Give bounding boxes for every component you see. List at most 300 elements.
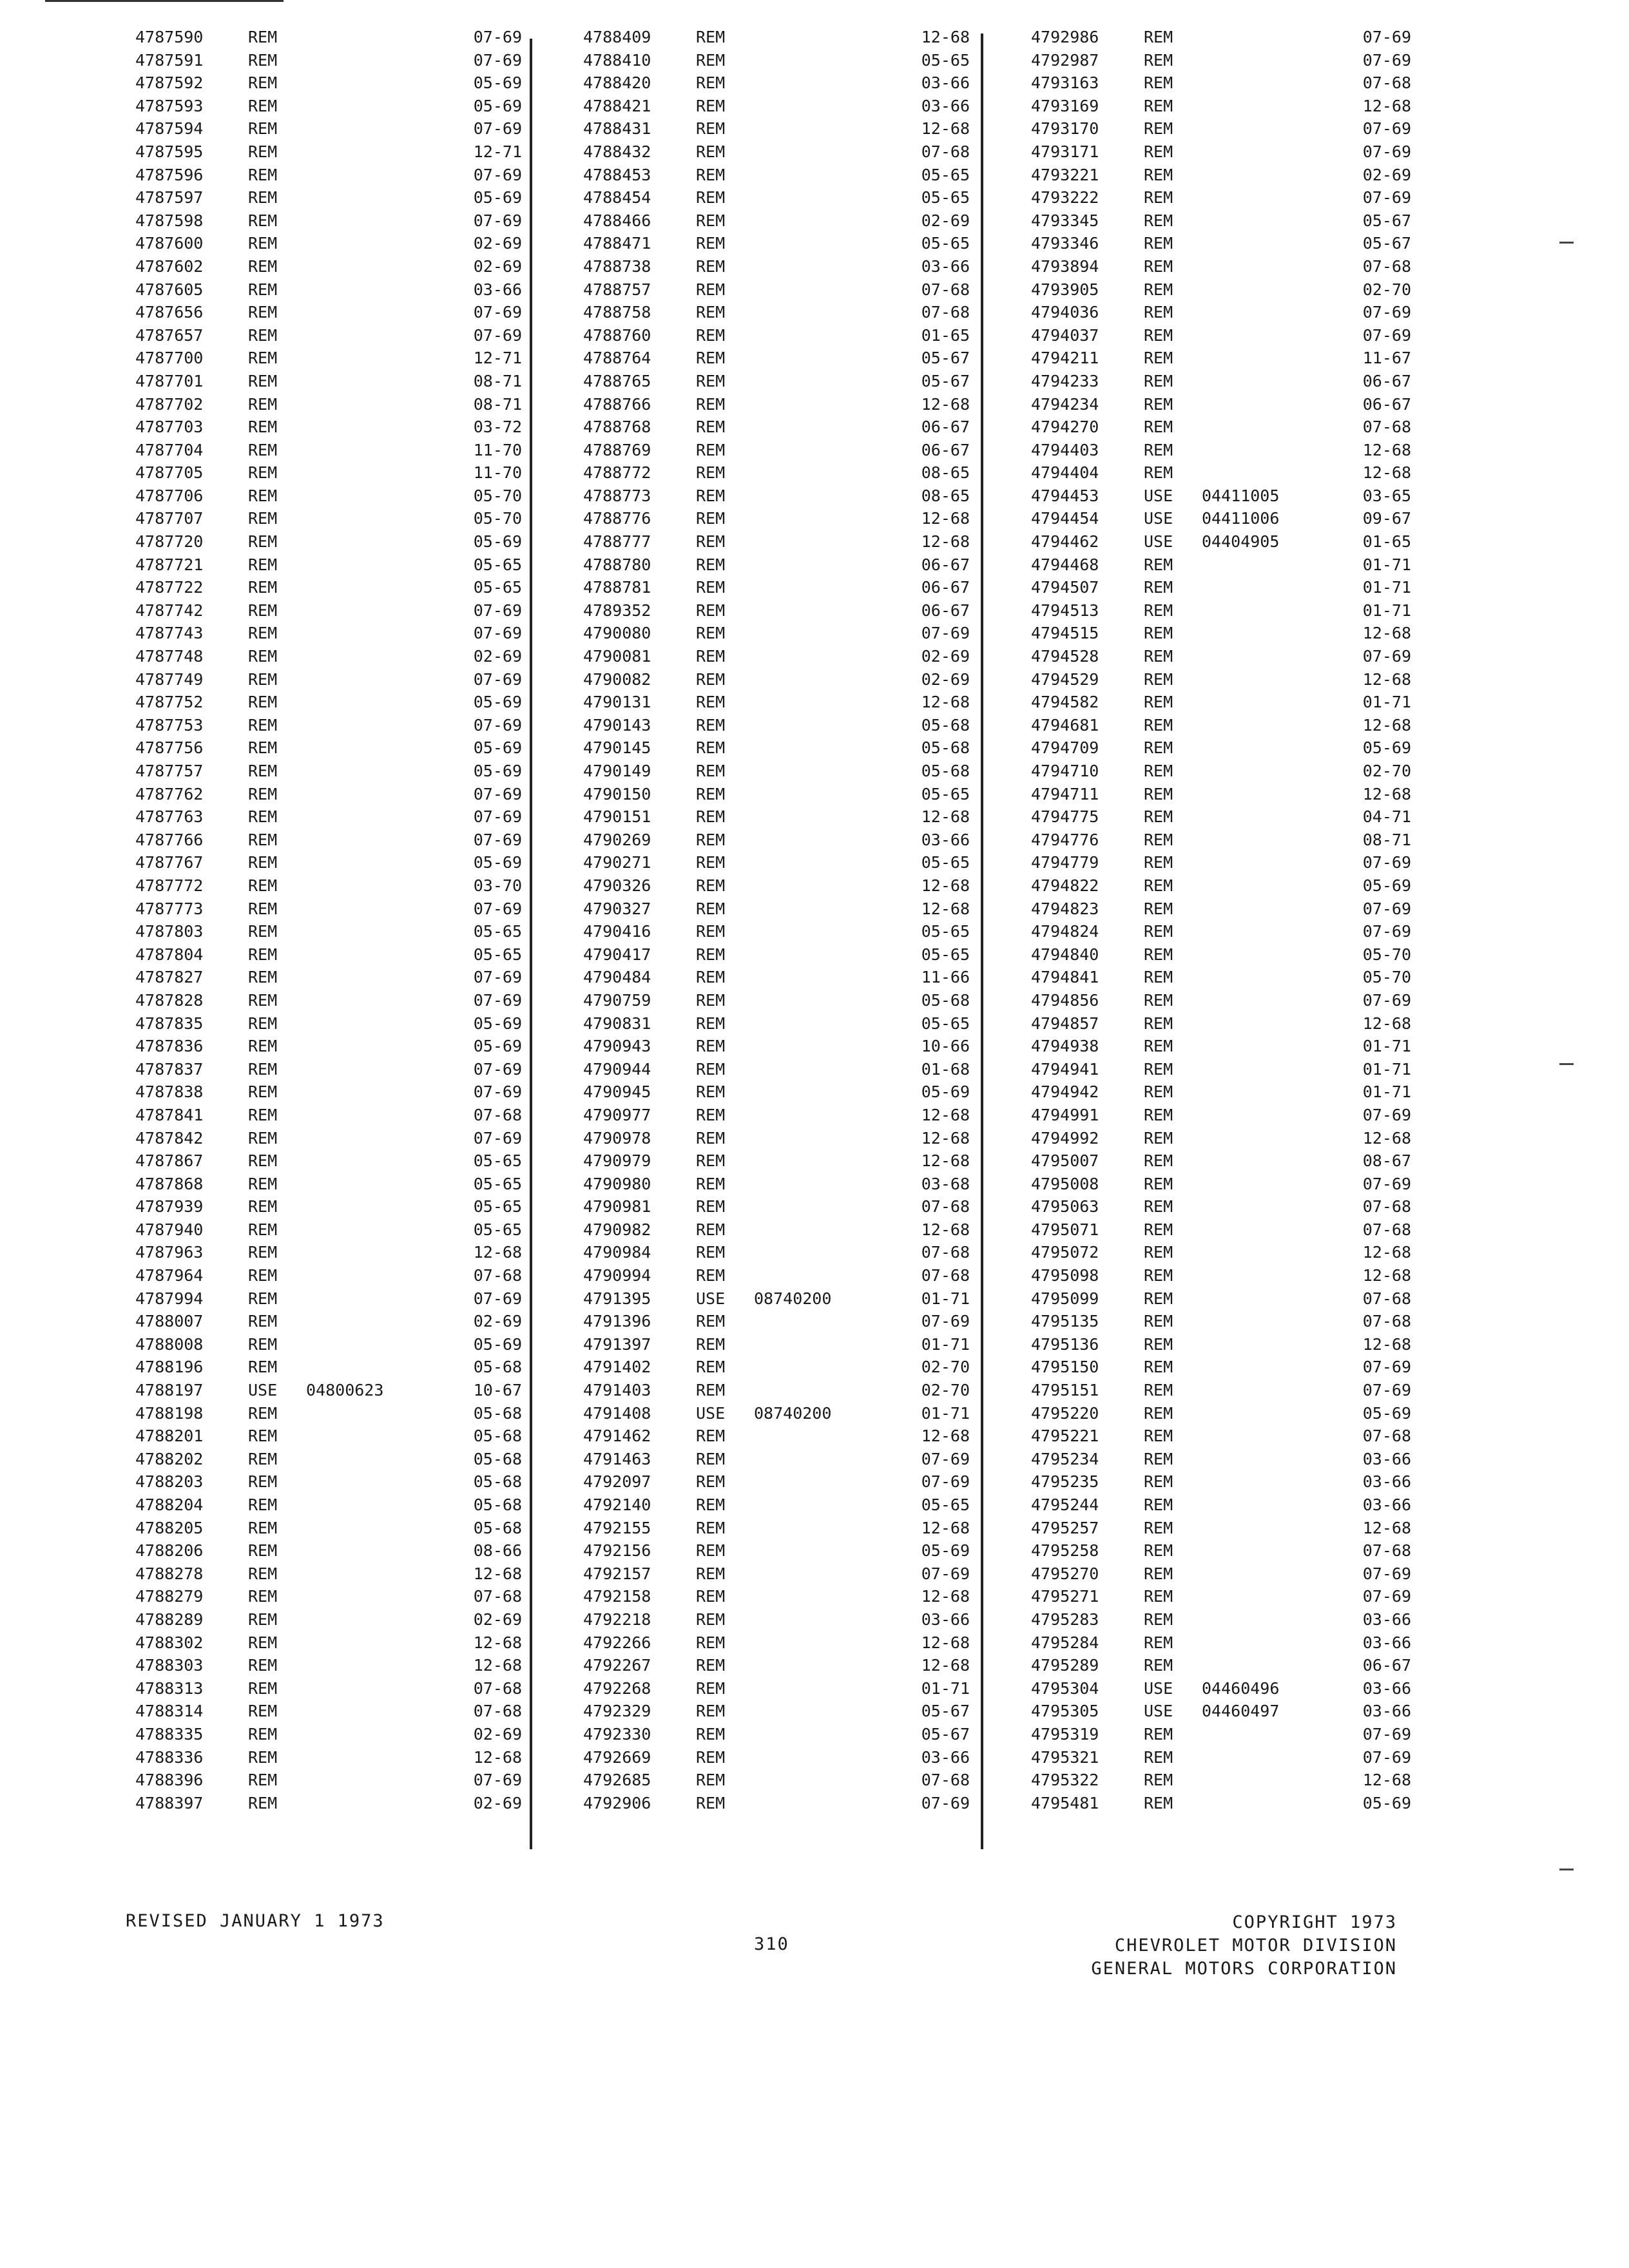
effective-date: 03-66 [1362,1633,1411,1652]
effective-date: 08-67 [1362,1151,1411,1171]
part-number: 4793169 [1031,96,1099,115]
action-code: REM [248,165,278,184]
part-number: 4795150 [1031,1358,1099,1377]
action-code: REM [248,325,278,345]
part-row [135,736,522,760]
effective-date: 05-68 [473,1403,522,1423]
effective-date: 03-66 [1362,1449,1411,1468]
part-number: 4790149 [583,762,651,780]
part-row [583,1608,970,1631]
action-code: REM [248,1266,278,1285]
part-row [135,232,522,255]
action-code: REM [696,1151,726,1171]
part-row [1031,255,1411,278]
part-row [135,553,522,577]
action-code: REM [248,1059,278,1079]
effective-date: 06-67 [921,440,970,459]
action-code: REM [1144,1793,1173,1812]
effective-date: 12-68 [1362,463,1411,483]
action-code: REM [248,1082,278,1102]
part-row [583,370,970,393]
part-row [1031,1241,1411,1264]
effective-date: 12-71 [473,349,522,368]
part-row [583,186,970,209]
part-number: 4794942 [1031,1082,1099,1102]
part-number: 4793905 [1031,280,1099,299]
action-code: REM [248,303,278,322]
effective-date: 12-68 [473,1564,522,1583]
action-code: REM [1144,945,1173,964]
action-code: REM [696,1771,726,1790]
action-code: REM [1144,50,1173,70]
action-code: REM [696,1243,726,1262]
part-row [135,416,522,439]
part-row [135,1402,522,1425]
part-number: 4790417 [583,945,651,964]
part-row [583,1058,970,1081]
replacement-number: 04800623 [306,1381,384,1400]
part-row [135,461,522,485]
action-code: USE [1144,1678,1173,1698]
part-number: 4787940 [135,1220,204,1239]
action-code: REM [1144,853,1173,872]
action-code: REM [248,1449,278,1468]
part-row [135,691,522,714]
part-row [1031,736,1411,760]
part-row [135,347,522,370]
action-code: REM [248,349,278,368]
margin-mark [1559,242,1574,244]
action-code: REM [1144,990,1173,1010]
part-number: 4788008 [135,1334,204,1354]
part-number: 4787656 [135,303,204,322]
part-row [583,209,970,233]
part-row [583,1723,970,1746]
effective-date: 12-68 [921,394,970,414]
part-row [583,72,970,95]
effective-date: 02-70 [921,1358,970,1377]
part-number: 4794453 [1031,486,1099,505]
effective-date: 05-68 [921,762,970,780]
part-number: 4795234 [1031,1449,1099,1468]
part-row [583,1104,970,1127]
effective-date: 07-69 [1362,188,1411,207]
part-row [135,301,522,324]
part-row [135,209,522,233]
part-row [1031,1448,1411,1471]
effective-date: 01-65 [1362,532,1411,552]
part-row [1031,1218,1411,1242]
effective-date: 07-69 [473,1082,522,1102]
part-row [135,622,522,645]
part-number: 4795007 [1031,1151,1099,1171]
effective-date: 12-68 [473,1243,522,1262]
copyright-line: COPYRIGHT 1973 [1232,1912,1397,1932]
part-row [583,1700,970,1723]
part-number: 4795481 [1031,1793,1099,1812]
part-row [583,553,970,577]
part-number: 4790979 [583,1151,651,1171]
part-number: 4787762 [135,784,204,803]
effective-date: 02-69 [473,1610,522,1629]
action-code: REM [248,945,278,964]
action-code: REM [248,188,278,207]
part-row [583,989,970,1012]
part-row [135,1792,522,1815]
part-number: 4792140 [583,1495,651,1514]
part-number: 4792669 [583,1747,651,1767]
action-code: REM [696,1724,726,1744]
part-row [1031,1287,1411,1311]
effective-date: 07-68 [1362,1289,1411,1308]
part-number: 4791408 [583,1403,651,1423]
action-code: REM [1144,463,1173,483]
effective-date: 07-69 [1362,325,1411,345]
part-row [583,95,970,118]
action-code: REM [1144,1564,1173,1583]
action-code: REM [248,1014,278,1033]
part-number: 4794681 [1031,715,1099,735]
part-number: 4795321 [1031,1747,1099,1767]
effective-date: 05-68 [921,738,970,758]
part-row [1031,1562,1411,1586]
part-number: 4792987 [1031,50,1099,70]
part-row [583,1127,970,1150]
part-number: 4790977 [583,1105,651,1124]
action-code: REM [696,1747,726,1767]
part-number: 4787828 [135,990,204,1010]
action-code: REM [1144,1403,1173,1423]
action-code: REM [1144,762,1173,780]
effective-date: 03-65 [1362,486,1411,505]
part-row [583,760,970,783]
action-code: REM [1144,1724,1173,1744]
part-row [1031,1654,1411,1677]
part-number: 4792267 [583,1656,651,1675]
part-number: 4787743 [135,624,204,643]
part-number: 4787841 [135,1105,204,1124]
part-number: 4787702 [135,394,204,414]
part-number: 4794233 [1031,371,1099,390]
effective-date: 01-71 [921,1289,970,1308]
effective-date: 05-70 [1362,968,1411,987]
action-code: REM [1144,1174,1173,1193]
action-code: REM [1144,624,1173,643]
action-code: REM [696,1128,726,1148]
action-code: REM [1144,440,1173,459]
part-row [1031,1631,1411,1655]
action-code: REM [248,715,278,735]
part-number: 4787756 [135,738,204,758]
effective-date: 11-70 [473,463,522,483]
effective-date: 07-69 [473,1289,522,1308]
effective-date: 07-68 [1362,1220,1411,1239]
part-number: 4788204 [135,1495,204,1514]
part-row [1031,1677,1411,1700]
part-row [135,1425,522,1448]
part-row [583,898,970,921]
effective-date: 12-68 [921,876,970,895]
effective-date: 07-69 [921,1472,970,1492]
part-row [1031,1585,1411,1608]
action-code: REM [248,1334,278,1354]
part-number: 4795304 [1031,1678,1099,1698]
part-number: 4787595 [135,142,204,161]
part-row [583,920,970,943]
part-row [135,164,522,187]
action-code: REM [696,1518,726,1537]
part-number: 4795289 [1031,1656,1099,1675]
effective-date: 05-69 [921,1082,970,1102]
effective-date: 07-69 [473,211,522,230]
action-code: REM [1144,1243,1173,1262]
effective-date: 05-69 [473,1334,522,1354]
part-number: 4795244 [1031,1495,1099,1514]
effective-date: 02-69 [473,1312,522,1331]
part-row [1031,1127,1411,1150]
part-row [135,1127,522,1150]
effective-date: 05-67 [921,1724,970,1744]
effective-date: 07-69 [921,624,970,643]
part-number: 4787597 [135,188,204,207]
part-number: 4787657 [135,325,204,345]
action-code: REM [248,532,278,552]
part-row [135,645,522,668]
part-number: 4788431 [583,119,651,139]
effective-date: 05-65 [473,578,522,597]
part-number: 4790143 [583,715,651,735]
part-row [1031,72,1411,95]
action-code: REM [696,784,726,803]
part-row [135,1241,522,1264]
part-number: 4789352 [583,601,651,620]
part-row [135,1654,522,1677]
action-code: REM [696,1633,726,1652]
part-row [583,1792,970,1815]
part-number: 4791462 [583,1427,651,1446]
effective-date: 12-68 [921,28,970,46]
part-number: 4794515 [1031,624,1099,643]
part-number: 4792218 [583,1610,651,1629]
part-number: 4790269 [583,830,651,849]
action-code: REM [248,96,278,115]
part-row [1031,691,1411,714]
action-code: REM [1144,1220,1173,1239]
part-number: 4788738 [583,256,651,276]
action-code: REM [696,1472,726,1492]
part-number: 4795283 [1031,1610,1099,1629]
part-row [135,966,522,989]
effective-date: 07-69 [473,715,522,735]
action-code: REM [248,624,278,643]
part-row [135,989,522,1012]
action-code: REM [696,1014,726,1033]
effective-date: 05-69 [473,96,522,115]
effective-date: 07-69 [473,784,522,803]
effective-date: 12-68 [1362,1334,1411,1354]
action-code: REM [1144,1518,1173,1537]
part-row [1031,439,1411,462]
effective-date: 07-69 [473,28,522,46]
action-code: REM [1144,830,1173,849]
effective-date: 01-71 [1362,578,1411,597]
part-number: 4787757 [135,762,204,780]
action-code: REM [1144,784,1173,803]
action-code: REM [248,1151,278,1171]
part-number: 4792986 [1031,28,1099,46]
action-code: REM [696,211,726,230]
part-number: 4794454 [1031,509,1099,528]
part-number: 4788421 [583,96,651,115]
part-row [135,1035,522,1058]
part-number: 4790945 [583,1082,651,1102]
effective-date: 05-67 [921,349,970,368]
part-number: 4787752 [135,693,204,712]
part-number: 4787772 [135,876,204,895]
effective-date: 05-69 [473,188,522,207]
part-row [135,1287,522,1311]
part-number: 4788314 [135,1702,204,1721]
part-row [135,439,522,462]
part-row [135,1470,522,1494]
part-row [583,461,970,485]
effective-date: 02-69 [473,234,522,253]
action-code: REM [1144,303,1173,322]
part-row [135,1700,522,1723]
action-code: REM [696,28,726,46]
part-number: 4790984 [583,1243,651,1262]
effective-date: 07-69 [473,601,522,620]
effective-date: 12-68 [1362,1243,1411,1262]
part-number: 4792330 [583,1724,651,1744]
part-number: 4795258 [1031,1541,1099,1561]
effective-date: 07-68 [1362,1427,1411,1446]
part-number: 4794776 [1031,830,1099,849]
replacement-number: 04411005 [1202,486,1280,505]
part-number: 4792266 [583,1633,651,1652]
revised-date: REVISED JANUARY 1 1973 [126,1911,385,1931]
action-code: REM [248,601,278,620]
effective-date: 07-69 [1362,119,1411,139]
part-row [135,1746,522,1769]
part-number: 4790080 [583,624,651,643]
part-row [1031,1356,1411,1379]
effective-date: 07-68 [921,1243,970,1262]
part-row [583,1218,970,1242]
part-row [583,485,970,508]
part-number: 4790980 [583,1174,651,1193]
effective-date: 07-68 [473,1678,522,1698]
effective-date: 03-66 [1362,1495,1411,1514]
part-number: 4788313 [135,1678,204,1698]
part-number: 4793894 [1031,256,1099,276]
part-row [135,278,522,302]
part-row [1031,1333,1411,1356]
part-number: 4787602 [135,256,204,276]
part-number: 4794710 [1031,762,1099,780]
part-number: 4793221 [1031,165,1099,184]
action-code: REM [248,371,278,390]
part-number: 4787753 [135,715,204,735]
part-number: 4794857 [1031,1014,1099,1033]
effective-date: 05-68 [473,1358,522,1377]
action-code: REM [1144,1427,1173,1446]
effective-date: 07-69 [1362,1174,1411,1193]
action-code: REM [248,1472,278,1492]
part-number: 4790326 [583,876,651,895]
part-row [583,1562,970,1586]
action-code: USE [1144,509,1173,528]
action-code: REM [248,876,278,895]
part-number: 4787593 [135,96,204,115]
effective-date: 05-69 [921,1541,970,1561]
part-row [1031,461,1411,485]
part-number: 4790759 [583,990,651,1010]
effective-date: 07-69 [473,624,522,643]
part-row [1031,829,1411,852]
effective-date: 05-68 [473,1495,522,1514]
part-number: 4795235 [1031,1472,1099,1492]
part-row [135,783,522,806]
effective-date: 02-69 [473,1724,522,1744]
part-row [1031,1723,1411,1746]
effective-date: 12-68 [1362,1266,1411,1285]
action-code: REM [1144,601,1173,620]
part-row [583,1149,970,1173]
part-number: 4787598 [135,211,204,230]
effective-date: 08-71 [473,394,522,414]
effective-date: 05-65 [921,922,970,941]
effective-date: 05-69 [1362,1793,1411,1812]
part-number: 4794991 [1031,1105,1099,1124]
action-code: REM [248,1747,278,1767]
part-number: 4788302 [135,1633,204,1652]
part-row [135,805,522,829]
part-row [135,95,522,118]
part-row [583,829,970,852]
part-number: 4787836 [135,1037,204,1056]
effective-date: 05-65 [473,1174,522,1193]
effective-date: 05-65 [921,188,970,207]
action-code: REM [1144,738,1173,758]
part-row [1031,1792,1411,1815]
part-number: 4791397 [583,1334,651,1354]
action-code: REM [696,50,726,70]
effective-date: 07-69 [473,807,522,827]
part-number: 4788766 [583,394,651,414]
effective-date: 07-69 [1362,28,1411,46]
part-number: 4794582 [1031,693,1099,712]
effective-date: 06-67 [921,418,970,437]
part-number: 4788202 [135,1449,204,1468]
part-number: 4787964 [135,1266,204,1285]
effective-date: 02-70 [921,1381,970,1400]
effective-date: 06-67 [1362,394,1411,414]
part-row [135,72,522,95]
part-row [1031,1425,1411,1448]
effective-date: 03-66 [1362,1702,1411,1721]
effective-date: 11-70 [473,440,522,459]
part-row [1031,1104,1411,1127]
action-code: REM [248,50,278,70]
action-code: REM [696,142,726,161]
action-code: REM [696,624,726,643]
part-row [583,301,970,324]
part-row [1031,851,1411,874]
part-row [1031,1173,1411,1196]
action-code: REM [1144,418,1173,437]
effective-date: 07-68 [921,1197,970,1216]
